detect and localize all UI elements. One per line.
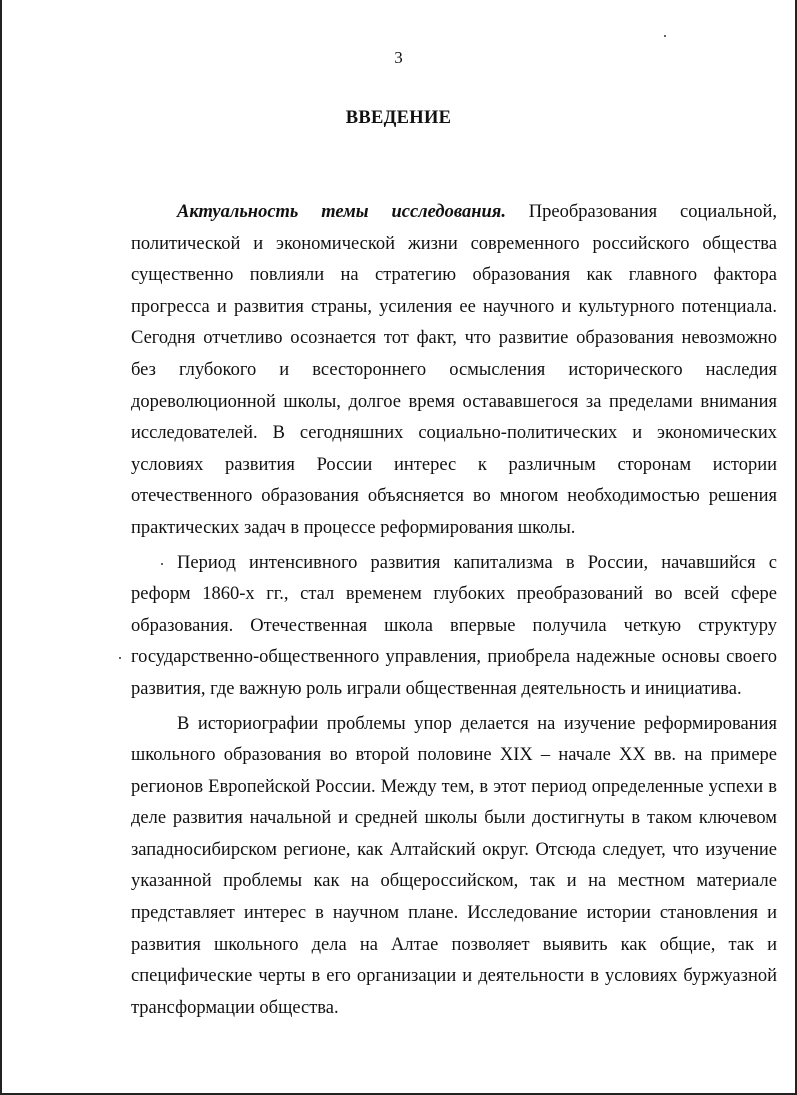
page-number: 3 (394, 48, 403, 67)
body-text (131, 197, 777, 1024)
paragraph-text: Период интенсивного развития капитализма в России, начавшийся с реформ 1860-х гг., стал временем глубоких преобразований во всей сфере образования. Отечественная школа впервые получила четкую структуру государственно-общественного управления, приобрела надежные основы своего развития, где важную роль играли общественная деятельность и инициатива. (131, 552, 777, 699)
paragraph-historiography (131, 709, 777, 1025)
paragraph-text: В историографии проблемы упор делается на изучение реформирования школьного образования во второй половине XIX – начале XX вв. на примере регионов Европейской России. Между тем, в этот период определенные успехи в деле развития начальной и средней школы были достигнуты в таком ключевом западносибирском регионе, как Алтайский округ. Отсюда следует, что изучение указанной проблемы как на общероссийском, так и на местном материале представляет интерес в научном плане. Исследование истории становления и развития школьного дела на Алтае позволяет выявить как общие, так и специфические черты в его организации и деятельности в условиях буржуазной трансформации общества. (131, 713, 777, 1018)
scan-speck (119, 657, 121, 659)
paragraph-capitalism-period (131, 548, 777, 706)
paragraph-text: Преобразования социальной, политической и экономической жизни современного российского общества существенно повлияли на стратегию образования как главного фактора прогресса и развития страны, усиления ее научного и культурного потенциала. Сегодня отчетливо осознается тот факт, что развитие образования невозможно без глубокого и всестороннего осмысления исторического наследия дореволюционной школы, долгое время остававшегося за пределами внимания исследователей. В сегодняшних социально-политических и экономических условиях развития России интерес к различным сторонам истории отечественного образования объясняется во многом необходимостью решения практических задач в процессе реформирования школы. (131, 202, 778, 538)
scan-speck (664, 35, 666, 37)
paragraph-lead: Актуальность темы исследования. (177, 202, 506, 222)
section-heading: ВВЕДЕНИЕ (345, 108, 452, 128)
paragraph-relevance (131, 197, 777, 545)
